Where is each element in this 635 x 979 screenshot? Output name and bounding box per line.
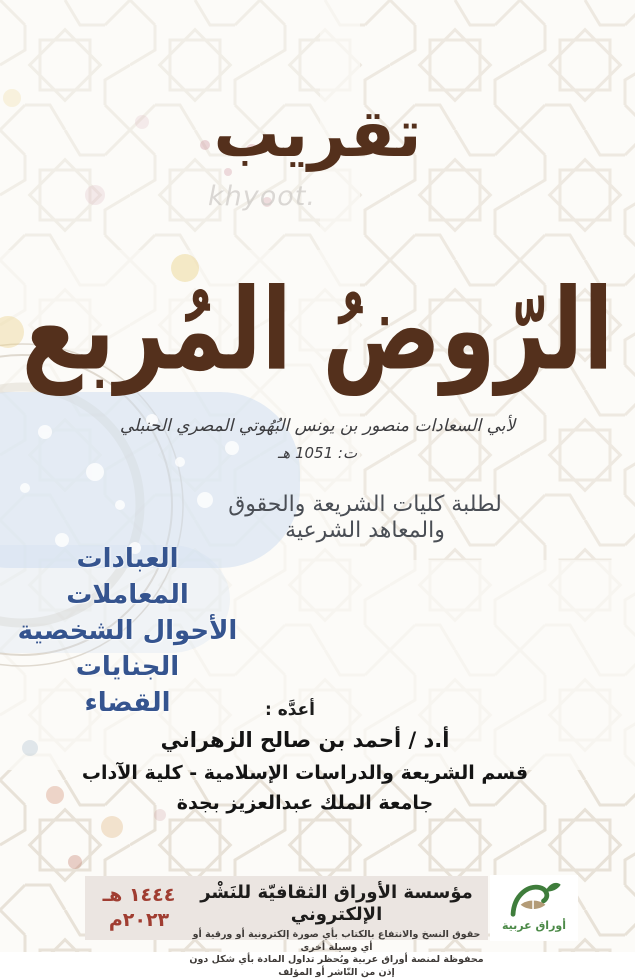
audience-line-1: لطلبة كليات الشريعة والحقوق — [228, 492, 502, 517]
topic-personal-status: الأحوال الشخصية — [17, 616, 238, 646]
awraq-arabia-logo-icon — [505, 880, 563, 920]
copyright-line-1: حقوق النسخ والانتفاع بالكتاب بأي صورة إلكترونية أو ورقية أو أي وسيلة أخرى — [192, 929, 481, 953]
copyright-line-2: محفوظة لمنصة أوراق عربية ويُحظر تداول المادة بأي شكل دون إذن من النّاشر أو المؤلف — [189, 954, 484, 978]
book-title: الرّوضُ المُربع — [21, 263, 614, 395]
topic-judiciary: القضاء — [84, 688, 171, 718]
audience-line-2: والمعاهد الشرعية — [285, 518, 445, 543]
watermark-text: khyoot. — [208, 181, 316, 212]
publication-dates — [91, 883, 187, 933]
author-death-date: ت: 1051 هـ — [277, 444, 358, 462]
department-line: قسم الشريعة والدراسات الإسلامية - كلية الآداب — [81, 762, 529, 784]
topic-crimes: الجنايات — [75, 652, 180, 682]
audience-note — [150, 492, 580, 544]
publisher-logo — [490, 875, 578, 941]
prepared-by-label: أعدَّه : — [264, 700, 315, 720]
gregorian-year: ٢٠٢٣م — [108, 909, 170, 931]
publisher-strip — [85, 876, 488, 978]
topics-list — [5, 541, 250, 721]
publisher-block — [189, 882, 484, 979]
university-line: جامعة الملك عبدالعزيز بجدة — [176, 792, 434, 814]
publisher-logo-text: أوراق عربية — [501, 919, 567, 932]
publisher-name: مؤسسة الأوراق الثقافيّة للنَشْر الإلكتروني — [200, 882, 473, 925]
topic-worship: العبادات — [76, 544, 179, 574]
series-title: تقريب — [213, 95, 422, 172]
topic-transactions: المعاملات — [66, 580, 189, 610]
original-author: لأبي السعادات منصور بن يونس البُهُوتي المصري الحنبلي — [119, 416, 516, 436]
preparer-name: أ.د / أحمد بن صالح الزهراني — [160, 728, 450, 752]
copyright-notice — [189, 929, 484, 979]
hijri-year: ١٤٤٤ هـ — [102, 884, 176, 906]
